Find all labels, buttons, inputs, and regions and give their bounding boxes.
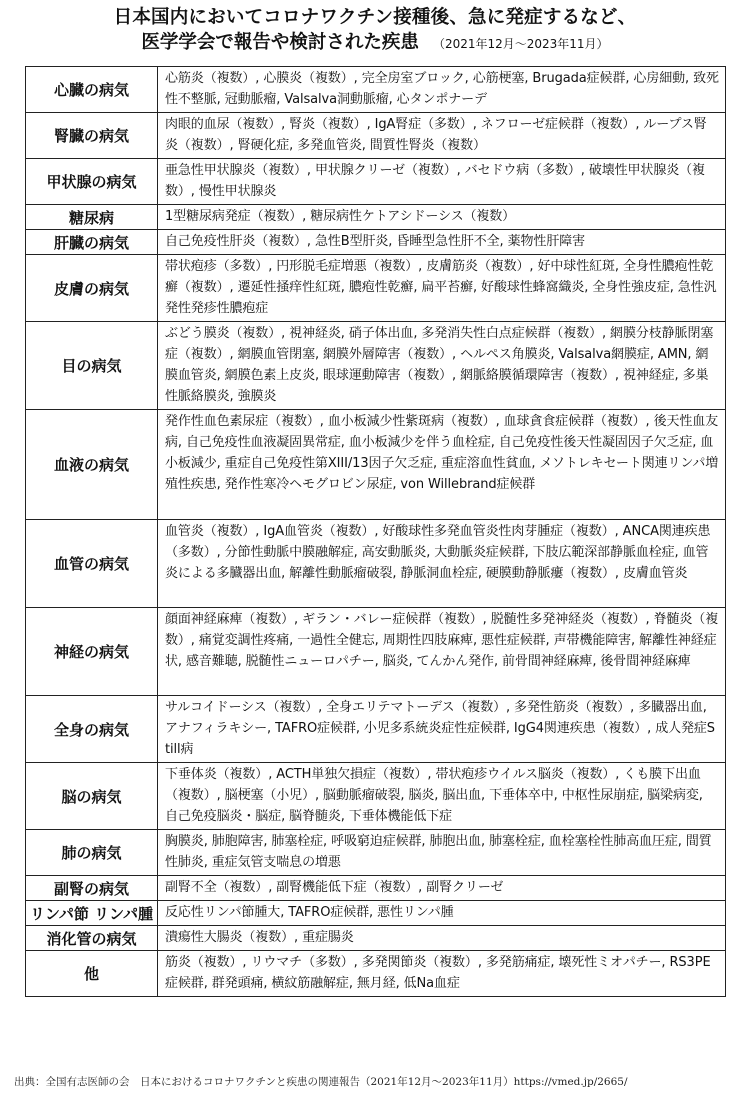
header [0,6,750,57]
disease-table-body [26,67,726,997]
category-cell: 副腎の病気 [26,876,158,901]
category-cell: 肺の病気 [26,830,158,876]
disease-list-cell: 下垂体炎（複数）, ACTH単独欠損症（複数）, 帯状疱疹ウイルス脳炎（複数）, くも膜下出血（複数）, 脳梗塞（小児）, 脳動脈瘤破裂, 脳炎, 脳出血, 下垂体卒中, 中枢性尿崩症, 脳梁病変, 自己免疫脳炎・脳症, 脳脊髄炎, 下垂体機能低下症 [158,763,726,830]
period-label: （2021年12月〜2023年11月） [432,37,609,51]
disease-list-cell: 亜急性甲状腺炎（複数）, 甲状腺クリーゼ（複数）, バセドウ病（多数）, 破壊性甲状腺炎（複数）, 慢性甲状腺炎 [158,159,726,205]
table-row [26,205,726,230]
table-row [26,67,726,113]
disease-list-cell: 筋炎（複数）, リウマチ（多数）, 多発関節炎（複数）, 多発筋痛症, 壊死性ミオパチー, RS3PE症候群, 群発頭痛, 横紋筋融解症, 無月経, 低Na血症 [158,951,726,997]
disease-list-cell: 帯状疱疹（多数）, 円形脱毛症増悪（複数）, 皮膚筋炎（複数）, 好中球性紅斑, 全身性膿疱性乾癬（複数）, 遷延性掻痒性紅斑, 膿疱性乾癬, 扁平苔癬, 好酸球性蜂窩織炎, 全身性強皮症, 急性汎発性発疹性膿疱症 [158,255,726,322]
table-row [26,608,726,696]
category-cell: リンパ節 リンパ腫 [26,901,158,926]
category-cell: 肝臓の病気 [26,230,158,255]
table-row [26,159,726,205]
disease-list-cell: 心筋炎（複数）, 心膜炎（複数）, 完全房室ブロック, 心筋梗塞, Brugada症候群, 心房細動, 致死性不整脈, 冠動脈瘤, Valsalva洞動脈瘤, 心タンポナーデ [158,67,726,113]
disease-list-cell: 肉眼的血尿（複数）, 腎炎（複数）, IgA腎症（多数）, ネフローゼ症候群（複数）, ループス腎炎（複数）, 腎硬化症, 多発血管炎, 間質性腎炎（複数） [158,113,726,159]
table-row [26,926,726,951]
disease-list-cell: 発作性血色素尿症（複数）, 血小板減少性紫斑病（複数）, 血球貪食症候群（複数）, 後天性血友病, 自己免疫性血液凝固異常症, 血小板減少を伴う血栓症, 自己免疫性後天性凝固因子欠乏症, 血小板減少, 重症自己免疫性第XIII/13因子欠乏症, 重症溶血性貧血, メソトレキセート関連リンパ増殖性疾患, 発作性寒冷ヘモグロビン尿症, von Willebrand症候群 [158,410,726,520]
disease-list-cell: 潰瘍性大腸炎（複数）, 重症腸炎 [158,926,726,951]
disease-list-cell: 副腎不全（複数）, 副腎機能低下症（複数）, 副腎クリーゼ [158,876,726,901]
disease-list-cell: 1型糖尿病発症（複数）, 糖尿病性ケトアシドーシス（複数） [158,205,726,230]
table-row [26,113,726,159]
source-footer: 出典：全国有志医師の会 日本におけるコロナワクチンと疾患の関連報告（2021年12月〜2023年11月）https://vmed.jp/2665/ [14,1076,628,1088]
category-cell: 目の病気 [26,322,158,410]
category-cell: 脳の病気 [26,763,158,830]
title-line-1: 日本国内においてコロナワクチン接種後、急に発症するなど、 [113,7,637,28]
category-cell: 血管の病気 [26,520,158,608]
disease-list-cell: 胸膜炎, 肺胞障害, 肺塞栓症, 呼吸窮迫症候群, 肺胞出血, 肺塞栓症, 血栓塞栓性肺高血圧症, 間質性肺炎, 重症気管支喘息の増悪 [158,830,726,876]
category-cell: 甲状腺の病気 [26,159,158,205]
disease-table [25,66,726,997]
title-line-2-wrap [0,30,750,57]
category-cell: 全身の病気 [26,696,158,763]
title-line-2: 医学学会で報告や検討された疾患 [141,32,419,53]
table-row [26,876,726,901]
table-row [26,322,726,410]
category-cell: 血液の病気 [26,410,158,520]
table-row [26,255,726,322]
category-cell: 他 [26,951,158,997]
table-row [26,410,726,520]
disease-list-cell: サルコイドーシス（複数）, 全身エリテマトーデス（複数）, 多発性筋炎（複数）, 多臓器出血, アナフィラキシー, TAFRO症候群, 小児多系統炎症性症候群, IgG4関連疾患（複数）, 成人発症Still病 [158,696,726,763]
disease-list-cell: 自己免疫性肝炎（複数）, 急性B型肝炎, 昏睡型急性肝不全, 薬物性肝障害 [158,230,726,255]
disease-list-cell: 血管炎（複数）, IgA血管炎（複数）, 好酸球性多発血管炎性肉芽腫症（複数）, ANCA関連疾患（多数）, 分節性動脈中膜融解症, 高安動脈炎, 大動脈炎症候群, 下肢広範深部静脈血栓症, 血管炎による多臓器出血, 解離性動脈瘤破裂, 静脈洞血栓症, 硬膜動静脈瘻（複数）, 皮膚血管炎 [158,520,726,608]
disease-list-cell: ぶどう膜炎（複数）, 視神経炎, 硝子体出血, 多発消失性白点症候群（複数）, 網膜分枝静脈閉塞症（複数）, 網膜血管閉塞, 網膜外層障害（複数）, ヘルペス角膜炎, Valsalva網膜症, AMN, 網膜血管炎, 網膜色素上皮炎, 眼球運動障害（複数）, 網脈絡膜循環障害（複数）, 視神経症, 多巣性脈絡膜炎, 強膜炎 [158,322,726,410]
disease-list-cell: 顔面神経麻痺（複数）, ギラン・バレー症候群（複数）, 脱髄性多発神経炎（複数）, 脊髄炎（複数）, 痛覚変調性疼痛, 一過性全健忘, 周期性四肢麻痺, 悪性症候群, 声帯機能障害, 解離性神経症状, 感音難聴, 脱髄性ニューロパチー, 脳炎, てんかん発作, 前骨間神経麻痺, 後骨間神経麻痺 [158,608,726,696]
category-cell: 消化管の病気 [26,926,158,951]
category-cell: 腎臓の病気 [26,113,158,159]
table-row [26,763,726,830]
table-row [26,230,726,255]
table-row [26,520,726,608]
category-cell: 神経の病気 [26,608,158,696]
category-cell: 心臓の病気 [26,67,158,113]
table-row [26,696,726,763]
table-row [26,901,726,926]
category-cell: 皮膚の病気 [26,255,158,322]
table-row [26,951,726,997]
table-row [26,830,726,876]
disease-list-cell: 反応性リンパ節腫大, TAFRO症候群, 悪性リンパ腫 [158,901,726,926]
category-cell: 糖尿病 [26,205,158,230]
